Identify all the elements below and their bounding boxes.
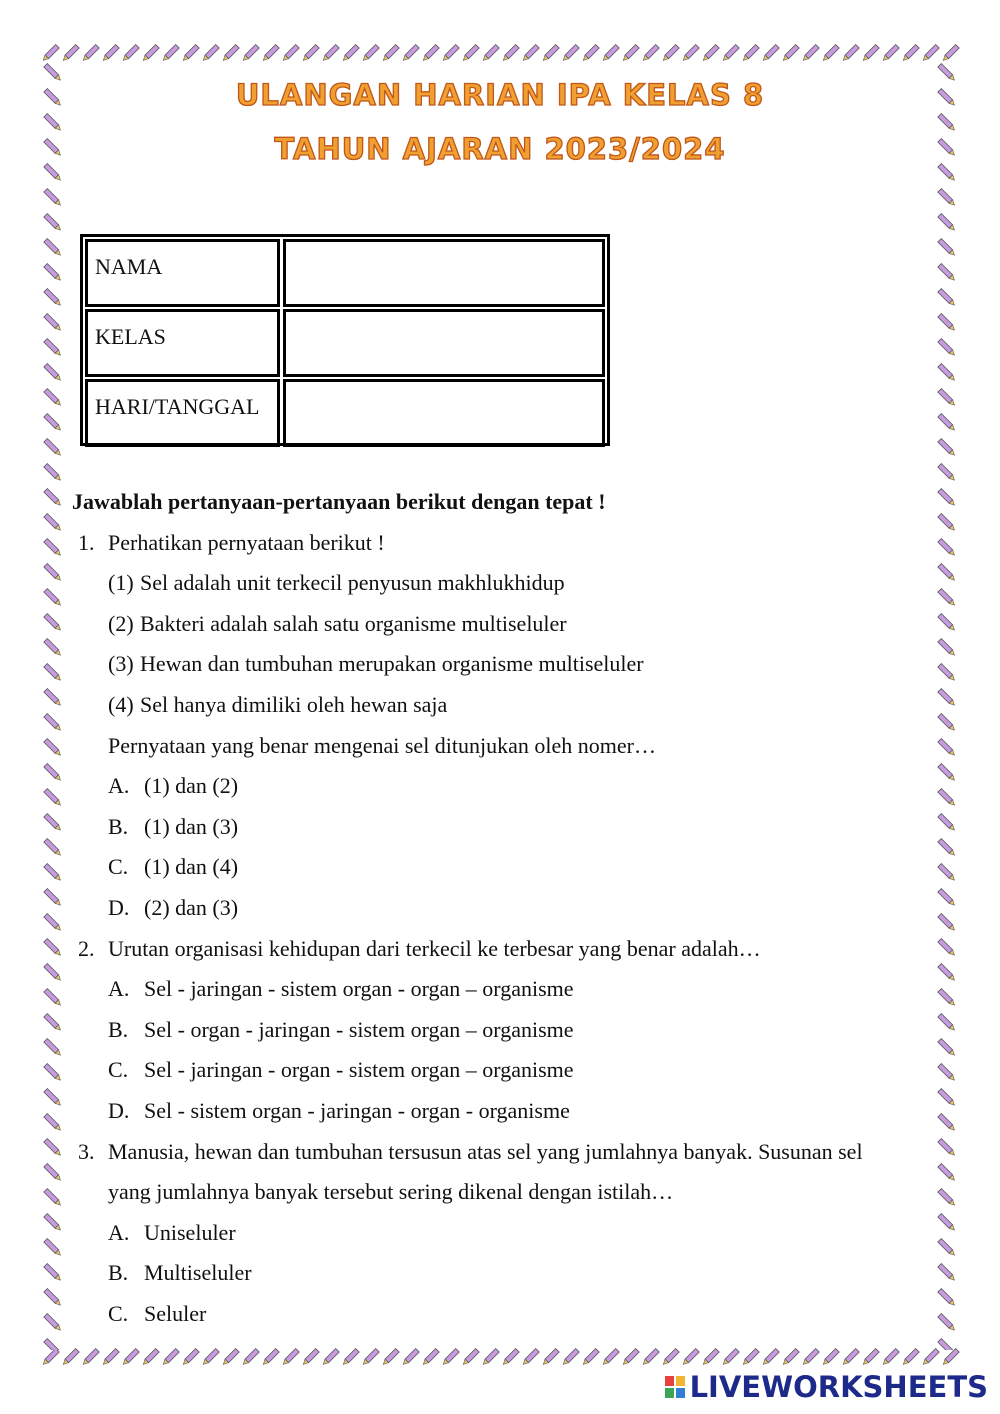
statement-number: (1)	[108, 570, 134, 596]
answer-option[interactable]	[72, 888, 932, 929]
pencil-border-left	[40, 60, 66, 1350]
option-letter: D.	[108, 894, 130, 920]
question-number: 3.	[78, 1138, 95, 1164]
option-letter: B.	[108, 813, 129, 839]
instruction: Jawablah pertanyaan-pertanyaan berikut dengan tepat !	[72, 489, 606, 514]
logo-square	[676, 1388, 685, 1398]
question-number: 1.	[78, 529, 95, 555]
pencil-border-top	[40, 40, 960, 66]
option-text: Sel - sistem organ - jaringan - organ - organisme	[144, 1097, 570, 1123]
answer-option[interactable]	[72, 1010, 932, 1051]
statement-number: (2)	[108, 610, 134, 636]
answer-option[interactable]	[72, 766, 932, 807]
option-letter: C.	[108, 854, 129, 880]
liveworksheets-watermark	[665, 1370, 988, 1404]
statement-text: Bakteri adalah salah satu organisme multiseluler	[140, 610, 567, 636]
option-text: Sel - jaringan - sistem organ - organ – organisme	[144, 976, 574, 1002]
statement-number: (4)	[108, 691, 134, 717]
question-number: 2.	[78, 935, 95, 961]
statement-2	[72, 604, 932, 645]
identity-label-hari-tanggal: HARI/TANGGAL	[85, 379, 280, 447]
option-text: (1) dan (4)	[144, 854, 239, 880]
question-text: Perhatikan pernyataan berikut !	[108, 529, 385, 555]
identity-field-kelas[interactable]	[283, 309, 605, 377]
identity-field-hari-tanggal[interactable]	[283, 379, 605, 447]
pencil-border-right	[934, 60, 960, 1350]
answer-option[interactable]	[72, 1091, 932, 1132]
answer-option[interactable]	[72, 1213, 932, 1254]
question-list	[72, 482, 932, 1334]
question-2	[72, 929, 932, 970]
identity-row-kelas	[85, 309, 605, 377]
answer-option[interactable]	[72, 847, 932, 888]
question-text: Urutan organisasi kehidupan dari terkecil ke terbesar yang benar adalah…	[108, 935, 761, 961]
statement-4	[72, 685, 932, 726]
title-line-2: TAHUN AJARAN 2023/2024	[274, 132, 726, 166]
liveworksheets-logo-icon	[665, 1376, 685, 1398]
statement-text: Sel adalah unit terkecil penyusun makhlukhidup	[140, 570, 565, 596]
identity-row-hari-tanggal	[85, 379, 605, 447]
logo-square	[665, 1376, 674, 1386]
option-letter: C.	[108, 1300, 129, 1326]
option-letter: B.	[108, 1260, 129, 1286]
option-letter: A.	[108, 1219, 130, 1245]
title-line-1: ULANGAN HARIAN IPA KELAS 8	[235, 78, 765, 112]
identity-row-nama	[85, 239, 605, 307]
watermark-text: LIVEWORKSHEETS	[689, 1370, 988, 1404]
question-text: Manusia, hewan dan tumbuhan tersusun atas sel yang jumlahnya banyak. Susunan sel	[108, 1138, 863, 1164]
option-text: Multiseluler	[144, 1260, 252, 1286]
option-letter: B.	[108, 1016, 129, 1042]
option-letter: C.	[108, 1057, 129, 1083]
answer-option[interactable]	[72, 1050, 932, 1091]
answer-option[interactable]	[72, 969, 932, 1010]
option-text: Uniseluler	[144, 1219, 236, 1245]
option-text: (2) dan (3)	[144, 894, 239, 920]
identity-field-nama[interactable]	[283, 239, 605, 307]
option-letter: A.	[108, 976, 130, 1002]
option-text: Seluler	[144, 1300, 207, 1326]
question-text-continued: yang jumlahnya banyak tersebut sering dikenal dengan istilah…	[108, 1179, 674, 1205]
question-3	[72, 1132, 932, 1173]
answer-option[interactable]	[72, 807, 932, 848]
option-letter: D.	[108, 1097, 130, 1123]
statement-3	[72, 644, 932, 685]
option-text: (1) dan (3)	[144, 813, 239, 839]
identity-label-kelas: KELAS	[85, 309, 280, 377]
question-prompt: Pernyataan yang benar mengenai sel ditunjukan oleh nomer…	[108, 732, 656, 758]
statement-number: (3)	[108, 651, 134, 677]
option-text: (1) dan (2)	[144, 773, 239, 799]
identity-label-nama: NAMA	[85, 239, 280, 307]
option-letter: A.	[108, 773, 130, 799]
logo-square	[665, 1388, 674, 1398]
statement-text: Hewan dan tumbuhan merupakan organisme multiseluler	[140, 651, 644, 677]
answer-option[interactable]	[72, 1253, 932, 1294]
option-text: Sel - organ - jaringan - sistem organ – organisme	[144, 1016, 574, 1042]
question-1	[72, 523, 932, 564]
identity-table	[80, 234, 610, 446]
option-text: Sel - jaringan - organ - sistem organ – organisme	[144, 1057, 574, 1083]
answer-option[interactable]	[72, 1294, 932, 1335]
logo-square	[676, 1376, 685, 1386]
pencil-border-bottom	[40, 1344, 960, 1370]
statement-text: Sel hanya dimiliki oleh hewan saja	[140, 691, 448, 717]
statement-1	[72, 563, 932, 604]
